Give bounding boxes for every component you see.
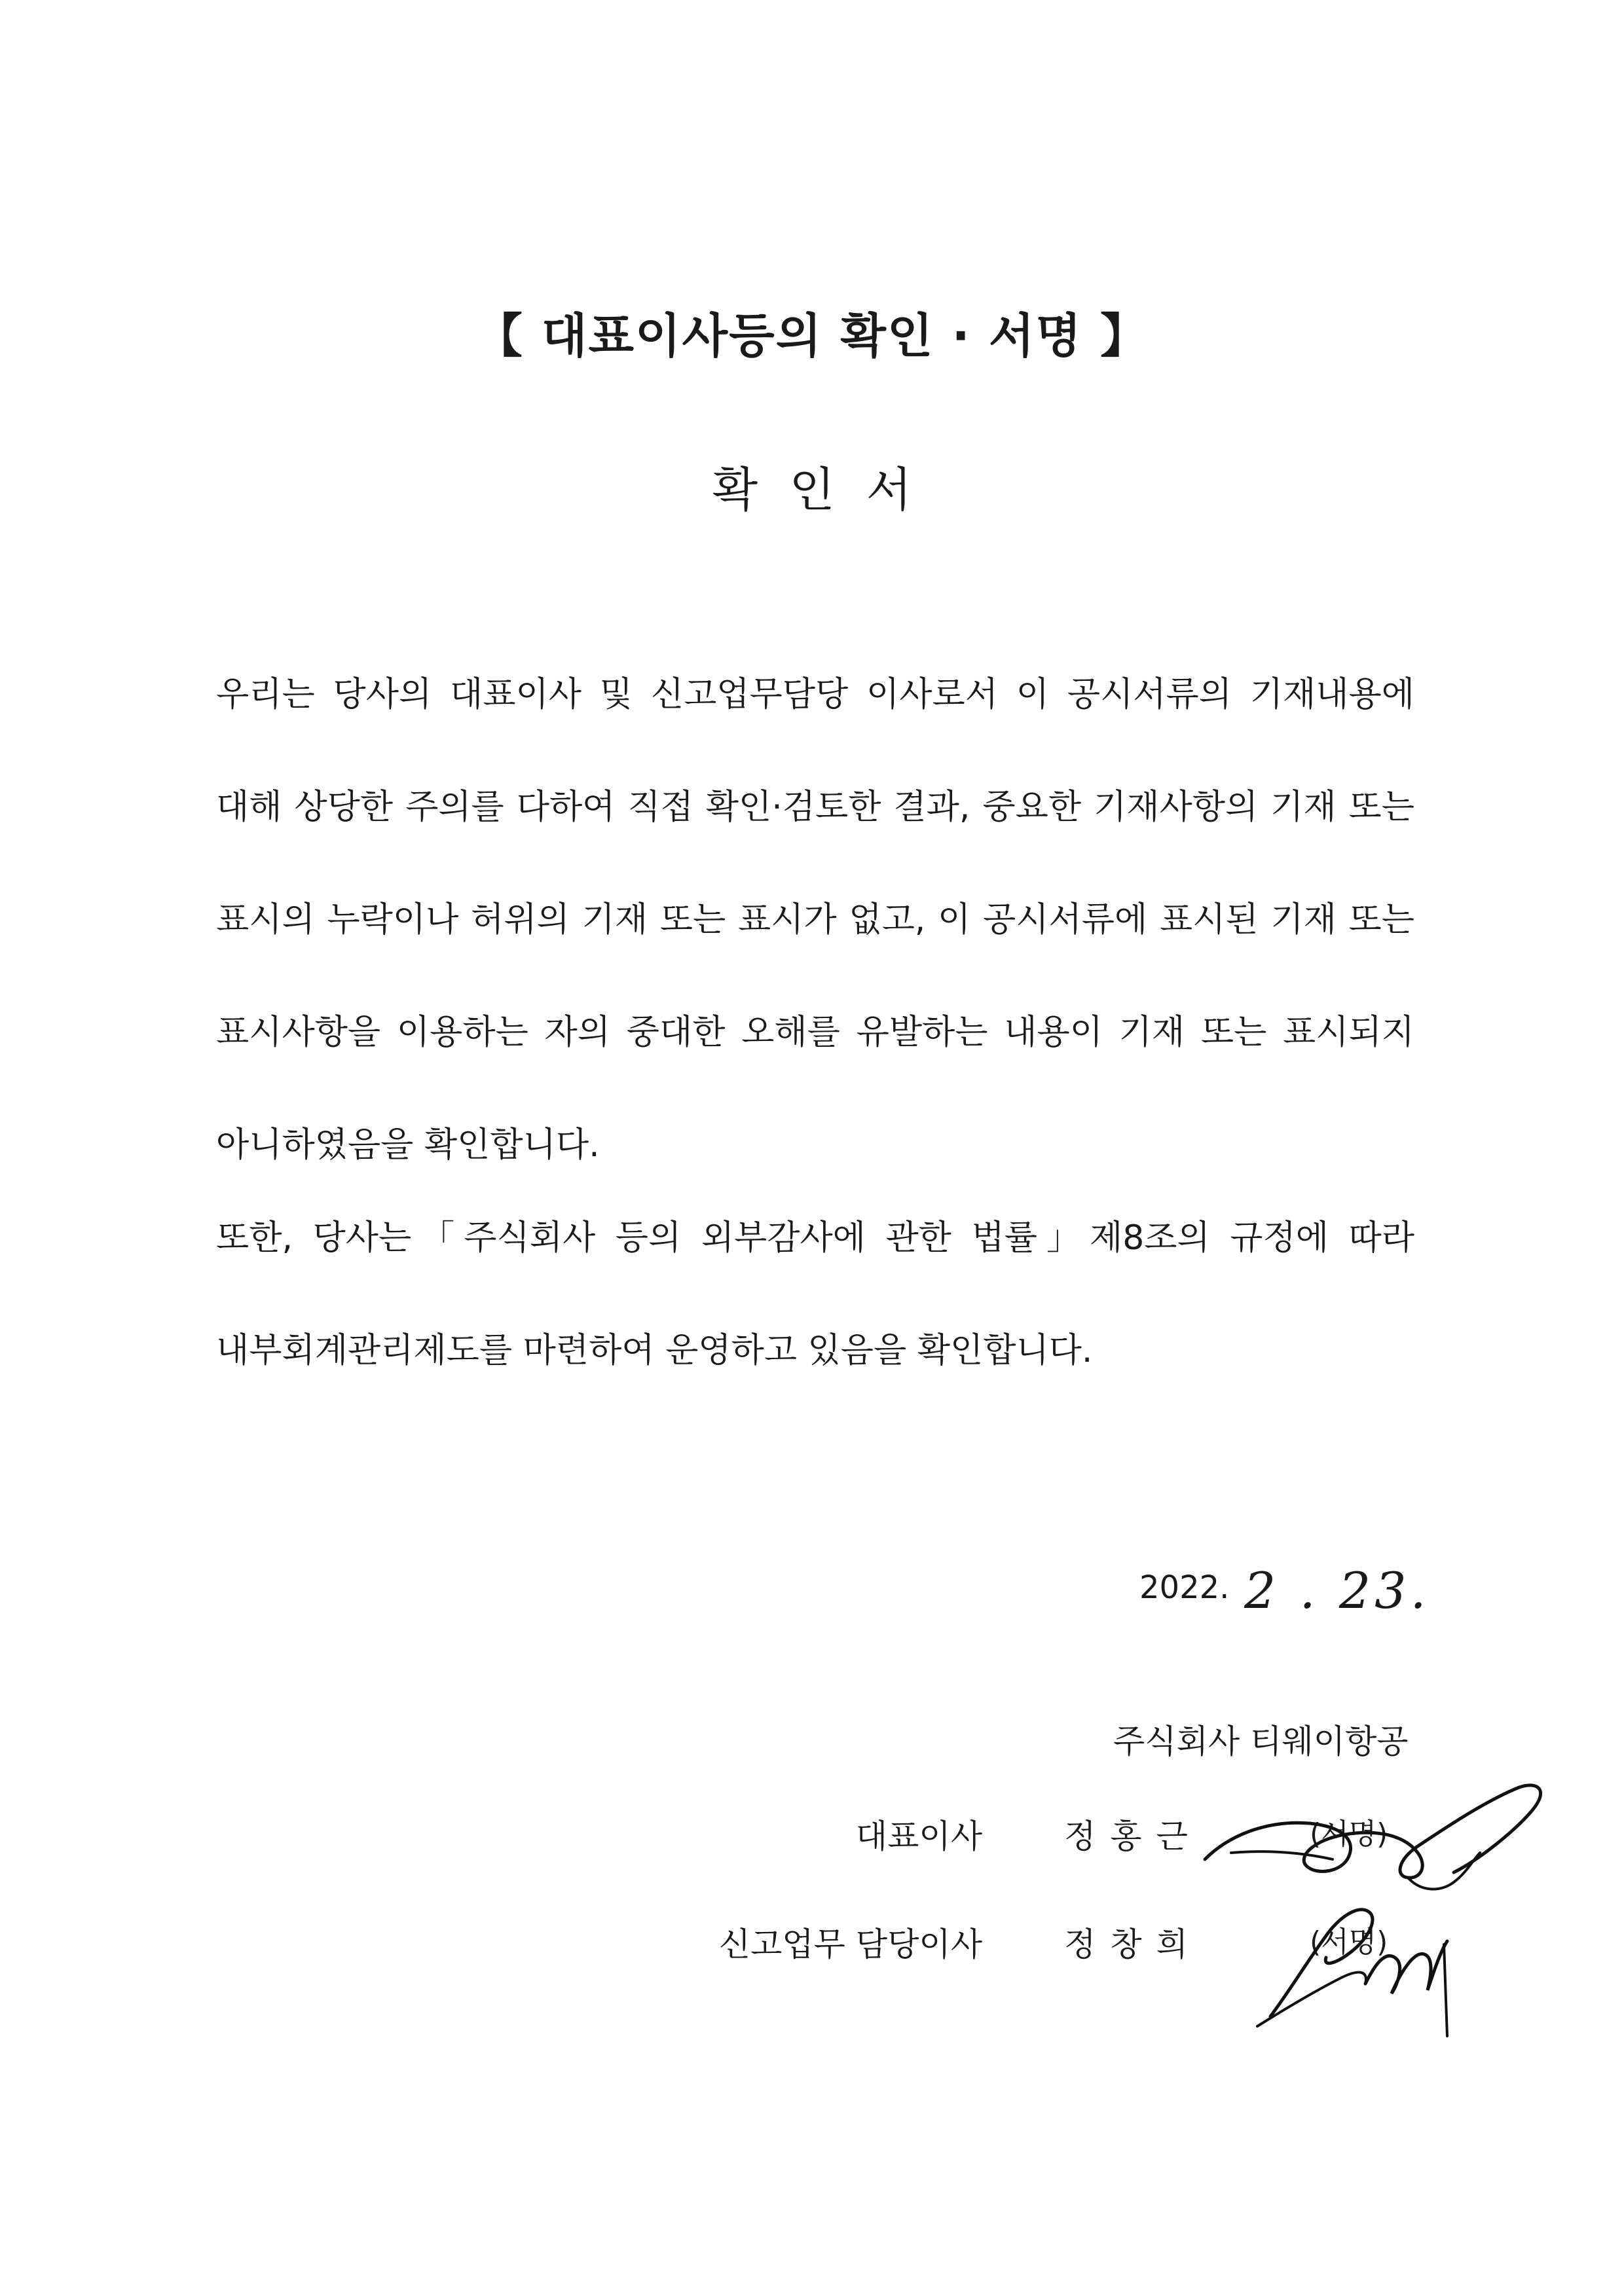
ceo-sign-mark: (서명) xyxy=(1310,1817,1388,1851)
officer-role: 신고업무 담당이사 xyxy=(718,1925,982,1963)
officer-sign-mark: (서명) xyxy=(1310,1925,1388,1959)
date-line xyxy=(1139,1561,1480,1633)
document-title: 【 대표이사등의 확인 · 서명 】 xyxy=(475,308,1149,363)
confirmation-paragraph: 우리는 당사의 대표이사 및 신고업무담당 이사로서 이 공시서류의 기재내용에 대해 상당한 주의를 다하여 직접 확인·검토한 결과, 중요한 기재사항의 기재 또는 표시의 누락이나 허위의 기재 또는 표시가 없고, 이 공시서류에 표시된 기재 또는 표시사항을 이용하는 자의 중대한 오해를 유발하는 내용이 기재 또는 표시되지 아니하였음을 확인합니다. xyxy=(216,675,1414,1165)
officer-name: 정창희 xyxy=(1064,1925,1202,1963)
internal-control-paragraph: 또한, 당사는「주식회사 등의 외부감사에 관한 법률」제8조의 규정에 따라 내부회계관리제도를 마련하여 운영하고 있음을 확인합니다. xyxy=(216,1218,1414,1370)
ceo-role: 대표이사 xyxy=(855,1817,982,1855)
company-name: 주식회사 티웨이항공 xyxy=(1113,1722,1409,1760)
officer-signature-row xyxy=(0,1918,1624,1977)
ceo-signature-row xyxy=(0,1810,1624,1869)
date-year: 2022. xyxy=(1139,1569,1230,1606)
ceo-name: 정홍근 xyxy=(1064,1817,1202,1855)
date-handwritten: 2 . 23. xyxy=(1244,1561,1430,1620)
document-subtitle: 확인서 xyxy=(712,462,944,517)
